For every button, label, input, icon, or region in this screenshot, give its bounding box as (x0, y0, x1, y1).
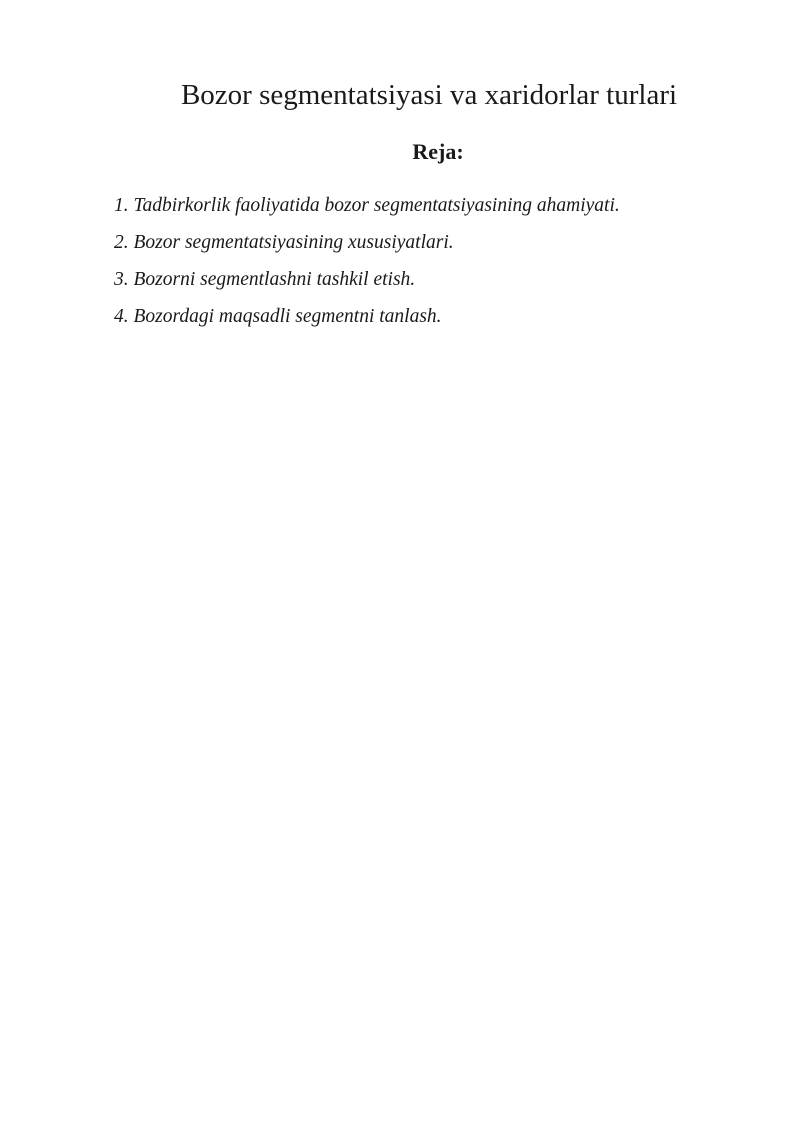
plan-item-2: 2. Bozor segmentatsiyasining xususiyatlari. (114, 232, 454, 253)
plan-heading: Reja: (412, 139, 464, 164)
page-title: Bozor segmentatsiyasi va xaridorlar turlari (180, 79, 678, 111)
plan-list (114, 187, 620, 335)
plan-item-1: 1. Tadbirkorlik faoliyatida bozor segmentatsiyasining ahamiyati. (114, 195, 620, 216)
plan-item-4: 4. Bozordagi maqsadli segmentni tanlash. (114, 306, 442, 327)
plan-item-3: 3. Bozorni segmentlashni tashkil etish. (114, 269, 416, 290)
